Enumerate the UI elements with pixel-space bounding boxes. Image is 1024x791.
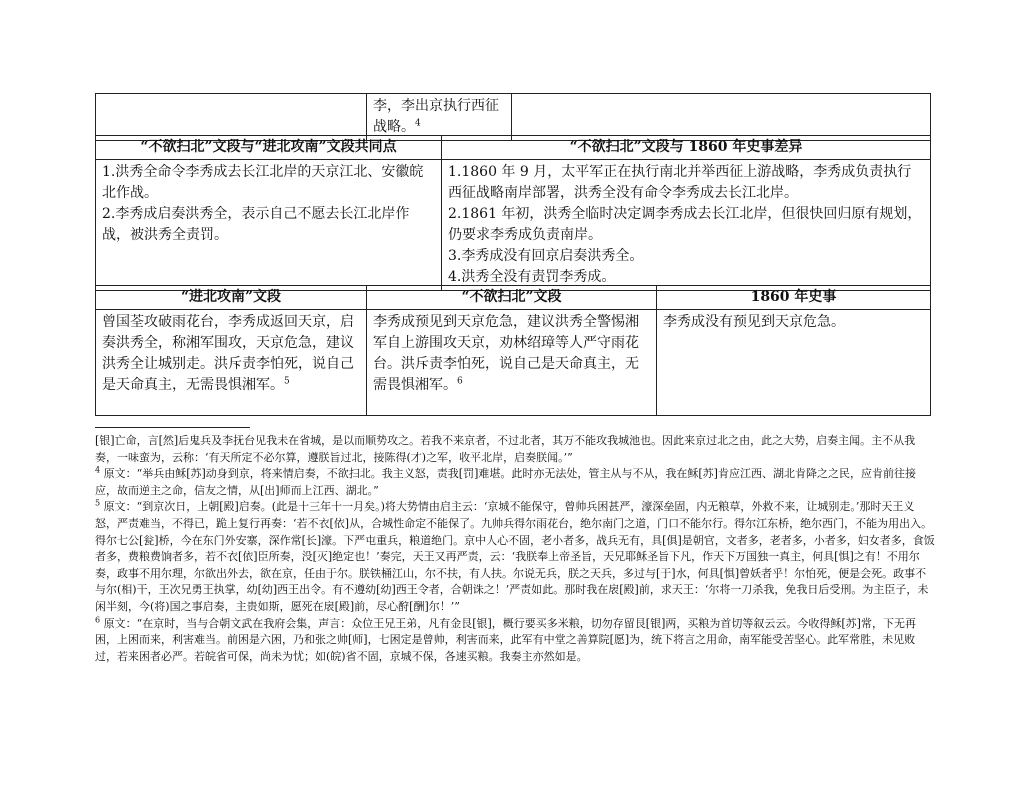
continuation-cell xyxy=(367,94,512,141)
footnote-number: 6 xyxy=(95,614,101,624)
cell-text: 曾国荃攻破雨花台，李秀成返回天京，启奏洪秀全，称湘军围攻，天京危急，建议洪秀全让城别走。洪斥责李怕死，说自己是天命真主，无需畏惧湘军。 xyxy=(102,314,354,393)
header-common-points: “不欲扫北”文段与“进北攻南”文段共同点 xyxy=(96,136,442,160)
table-row xyxy=(96,160,931,291)
jinbei-gongnan-cell xyxy=(96,310,367,416)
header-jinbei-gongnan: “进北攻南”文段 xyxy=(96,286,367,310)
footnote-text: 原文：“在京时，当与合朝文武在我府会集，声言：众位王兄王弟，凡有金艮[银]，概行要买多米粮，切勿存留艮[银]两，买粮为首切等叙云云。今收得稣[苏]常，下无再困，上困而来，利害难当。前困是六困，乃和张之帅[师]，七困定是曾帅，利害而来，此军有中堂之善算院[愿]为，统下将言之用命，南军能受苦坚心。此军常胜，未见败过，若来困者必严。若皖省可保，尚未为忧；如(皖)省不固，京城不保，各速买粮。我奏主亦然如是。 xyxy=(95,616,916,663)
footnote-continuation: [银]亡命，言[然]后鬼兵及李抚台见我未在省城，是以而顺势攻之。若我不来京者，不过北者，其万不能攻我城池也。因此来京过北之由，此之大势，启奏主闻。主不从我奏，一味蛮为，云称：‘有天所定不必尔算，遵朕旨过北，接陈得(才)之军，收平北岸，启奏朕闻。’” xyxy=(95,434,916,464)
cell-text: 李秀成预见到天京危急，建议洪秀全警惕湘军自上游围攻天京，劝林绍璋等人严守雨花台。洪斥责李怕死，说自己是天命真主，无需畏惧湘军。 xyxy=(373,314,639,393)
list-item: 1.洪秀全命令李秀成去长江北岸的天京江北、安徽皖北作战。 xyxy=(102,164,424,201)
table-header-row xyxy=(96,286,931,310)
comparison-table xyxy=(95,285,931,416)
continuation-table xyxy=(95,93,931,141)
header-differences-1860: “不欲扫北”文段与 1860 年史事差异 xyxy=(442,136,931,160)
list-item: 4.洪秀全没有责罚李秀成。 xyxy=(448,269,616,285)
footnote-ref: 4 xyxy=(415,118,421,129)
footnotes xyxy=(95,433,935,665)
footnote-number: 5 xyxy=(95,498,101,508)
header-1860-history: 1860 年史事 xyxy=(657,286,931,310)
footnote-divider xyxy=(95,427,250,428)
list-item: 2.李秀成启奏洪秀全，表示自己不愿去长江北岸作战，被洪秀全责罚。 xyxy=(102,206,410,243)
table-row xyxy=(96,310,931,416)
footnote-text: 原文：“举兵由稣[苏]动身到京，将来情启奏，不欲扫北。我主义怒，责我[罚]难堪。此时亦无法处，管主从与不从，我在稣[苏]肯应江西、湖北肯降之之民，应肯前往接应，故而逆主之命，信友之情，从[出]师而上江西、湖北。” xyxy=(95,467,916,497)
list-item: 3.李秀成没有回京启奏洪秀全。 xyxy=(448,248,644,264)
list-item: 2.1861 年初，洪秀全临时决定调李秀成去长江北岸，但很快回归原有规划，仍要求李秀成负责南岸。 xyxy=(448,206,922,243)
common-differences-table xyxy=(95,135,931,291)
footnote-6 xyxy=(95,616,935,666)
table-row xyxy=(96,94,931,141)
history-1860-cell xyxy=(657,310,931,416)
buyu-saobei-cell xyxy=(367,310,657,416)
header-buyu-saobei: “不欲扫北”文段 xyxy=(367,286,657,310)
table-header-row xyxy=(96,136,931,160)
footnote-number: 4 xyxy=(95,465,101,475)
differences-cell xyxy=(442,160,931,291)
footnote-5 xyxy=(95,499,935,615)
footnote-4 xyxy=(95,466,935,499)
cell-text: 李，李出京执行西征战略。 xyxy=(373,98,499,135)
cell-text: 李秀成没有预见到天京危急。 xyxy=(663,314,845,330)
footnote-text: 原文：“到京次日，上朝[殿]启奏。(此是十三年十一月矣。)将大势情由启主云：‘京城不能保守，曾帅兵困甚严，濠深垒固，内无粮草，外救不来，让城别走。’那时天王义怒，严责难当，不得已，跪上复行再奏：‘若不衣[依]从，合城性命定不能保了。九帅兵得尔雨花台，绝尔南门之道，门口不能尔行。得尔江东桥，绝尔西门，不能为用出入。得尔七公[瓮]桥，今在东门外安寨，深作常[长]濠。下严屯重兵，粮道绝门。京中人心不固，老小者多，战兵无有，具[俱]是朝官，文者多，老者多，小者多，妇女者多，食饭者多，费粮费饷者多，若不衣[依]臣所奏，没[灭]绝定也！’奏完，天王又再严责，云：‘我朕奉上帝圣旨，天兄耶稣圣旨下凡，作天下万国独一真主，何具[惧]之有！不用尔奏，政事不用尔理，尔欲出外去，欲在京，任由于尔。朕铁桶江山，尔不扶，有人扶。尔说无兵，朕之天兵，多过与[于]水，何具[惧]曾妖者乎！尔怕死，便是会死。政事不与尔(相)干，王次兄勇王执掌，幼[幼]西王出令。有不遵幼[幼]西王令者，合朝诛之！’严责如此。那时我在扆[殿]前，求天王：‘尔将一刀杀我，免我日后受刑。为主臣子，未闲半刻，今(将)国之事启奏，主贵如斯，愿死在扆[殿]前，尽心酧[酬]尔！’” xyxy=(95,500,935,613)
list-item: 1.1860 年 9 月，太平军正在执行南北并举西征上游战略，李秀成负责执行西征战略南岸部署，洪秀全没有命令李秀成去长江北岸。 xyxy=(448,164,912,201)
common-points-cell xyxy=(96,160,442,291)
footnote-ref: 6 xyxy=(457,376,463,387)
empty-cell xyxy=(512,94,931,141)
empty-cell xyxy=(96,94,367,141)
footnote-ref: 5 xyxy=(284,376,290,387)
